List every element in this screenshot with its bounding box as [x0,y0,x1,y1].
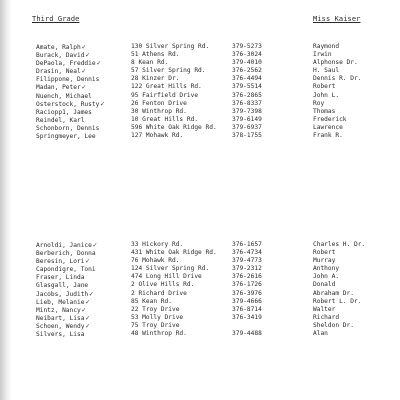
student-address: 2 Olive Hills Rd. [131,281,195,289]
parent-name: Walter [313,305,336,313]
parent-name: John A. [313,273,340,281]
student-name-text: Drasin, Neal [36,68,81,76]
check-mark: ✓ [85,297,90,306]
student-row [0,298,400,306]
parent-name: Alan [313,330,328,338]
student-row [0,132,400,140]
student-address: 75 Troy Drive [131,321,180,329]
student-name-text: Schoen, Wendy [36,322,85,330]
student-phone: 379-7398 [232,107,262,115]
student-row [0,108,400,116]
parent-name: Irwin [313,51,332,59]
student-row [0,43,400,51]
student-phone: 379-6149 [232,115,262,123]
parent-name: Abraham Dr. [313,289,354,297]
check-mark: ✓ [85,321,90,330]
student-name [36,132,97,141]
student-address: 8 Kean Rd. [131,59,169,67]
grade-heading: Third Grade [32,15,80,23]
student-phone: 379-4488 [232,330,262,338]
student-phone: 379-4773 [232,257,262,265]
student-phone: 379-2312 [232,265,262,273]
student-name-text: Capondigre, Toni [36,266,96,274]
student-address: 2 Richard Drive [131,289,187,297]
student-address: 596 White Oak Ridge Rd. [131,123,217,131]
student-name-text: Raciopp1, James [36,108,92,116]
parent-name: Frederick [313,115,347,123]
student-phone: 376-3419 [232,313,262,321]
parent-name: Sheldon Dr. [313,321,354,329]
student-name-text: Berberich, Donna [36,250,96,258]
student-address: 85 Kean Rd. [131,297,172,305]
student-address: 51 Athens Rd. [131,51,180,59]
student-address: 57 Silver Spring Rd. [131,67,206,75]
student-name-text: Beresin, Lori [36,258,85,266]
check-mark: ✓ [85,51,90,60]
parent-name: Anthony [313,265,340,273]
parent-name: Robert [313,249,336,257]
check-mark: ✓ [96,59,101,68]
check-mark: ✓ [89,289,94,298]
student-address: 28 Kinzer Dr. [131,75,180,83]
student-name-text: Nuench, Michael [36,92,92,100]
student-row [0,249,400,257]
student-address: 95 Fairfield Drive [131,91,199,99]
parent-name: Robert L. Dr. [313,297,362,305]
student-row [0,51,400,59]
student-phone: 376-3024 [232,51,262,59]
student-address: 53 Molly Drive [131,313,184,321]
student-phone: 379-5514 [232,83,262,91]
student-row [0,322,400,330]
parent-name: Charles H. Dr. [313,241,366,248]
student-row [0,241,400,249]
student-address: 122 Great Hills Rd. [131,83,202,91]
student-name-text: Glasgall, Jane [36,282,89,290]
class-list-group-1 [0,43,400,140]
student-name-text: Reindel, Karl [36,116,85,124]
student-phone: 376-2562 [232,67,262,75]
parent-name: Alphonse Dr. [313,59,358,67]
student-name-text: Amate, Ralph [36,44,81,51]
parent-name: Donald [313,281,336,289]
parent-name: Raymond [313,43,340,50]
student-address: 26 Fenton Drive [131,99,187,107]
parent-name: H. Saul [313,67,340,75]
student-phone: 379-4010 [232,59,262,67]
student-row [0,100,400,108]
student-row [0,281,400,289]
check-mark: ✓ [85,313,90,322]
student-row [0,67,400,75]
student-row [0,257,400,265]
student-address: 22 Troy Drive [131,305,180,313]
student-address: 130 Silver Spring Rd. [131,43,210,50]
student-phone: 376-4734 [232,249,262,257]
parent-name: Murray [313,257,336,265]
student-address: 76 Mohawk Rd. [131,257,180,265]
student-phone: 376-3976 [232,289,262,297]
class-list-group-2 [0,241,400,338]
parent-name: Thomas [313,107,336,115]
student-name-text: Jacobs, Judith [36,290,89,298]
parent-name: Frank R. [313,132,343,140]
student-name-text: Fraser, Linda [36,274,85,282]
student-phone: 379-6937 [232,123,262,131]
student-phone: 376-8337 [232,99,262,107]
check-mark: ✓ [81,67,86,76]
student-phone: 376-8714 [232,305,262,313]
student-address: 431 White Oak Ridge Rd. [131,249,217,257]
student-address: 10 Great Hills Rd. [131,115,199,123]
parent-name: Dennis R. Dr. [313,75,362,83]
student-address: 127 Mohawk Rd. [131,132,184,140]
check-mark: ✓ [100,99,105,108]
student-address: 48 Winthrop Rd. [131,330,187,338]
student-row [0,92,400,100]
student-phone: 379-4666 [232,297,262,305]
student-phone: 376-2616 [232,273,262,281]
student-address: 30 Winthrop Rd. [131,107,187,115]
student-name-text: Springmeyer, Lee [36,133,96,141]
student-address: 124 Silver Spring Rd. [131,265,210,273]
student-name-text: Madan, Peter [36,84,81,92]
student-name [36,330,85,339]
check-mark: ✓ [81,43,86,51]
student-address: 474 Long Hill Drive [131,273,202,281]
student-row [0,306,400,314]
parent-name: Lawrence [313,123,343,131]
parent-name: Richard [313,313,340,321]
parent-name: Roy [313,99,325,107]
student-row [0,75,400,83]
student-name-text: Schonborn, Dennis [36,124,100,132]
check-mark: ✓ [92,241,98,249]
teacher-heading: Miss Kaiser [313,15,361,23]
student-name-text: Mintz, Nancy [36,306,81,314]
student-row [0,265,400,273]
check-mark: ✓ [85,257,90,266]
student-name-text: Lieb, Melanie [36,298,85,306]
student-phone: 376-1657 [232,241,262,248]
parent-name: John L. [313,91,340,99]
student-row [0,314,400,322]
student-name-text: Filippone, Dennis [36,76,100,84]
student-row [0,59,400,67]
student-phone: 378-1755 [232,132,262,140]
student-name-text: Neibart, Lisa [36,314,85,322]
student-name-text: Arnoldi, Janice [36,242,92,249]
student-phone: 376-4494 [232,75,262,83]
student-name-text: DePaola, Freddie [36,60,96,68]
student-row [0,290,400,298]
parent-name: Robert [313,83,336,91]
student-address: 33 Hickory Rd. [131,241,184,248]
student-phone: 376-2865 [232,91,262,99]
student-row [0,273,400,281]
check-mark: ✓ [81,305,86,314]
student-row [0,116,400,124]
student-name-text: Burack, David [36,52,85,60]
student-name-text: Silvers, Lisa [36,331,85,339]
student-phone: 379-5273 [232,43,262,50]
check-mark: ✓ [81,83,86,92]
student-row [0,124,400,132]
student-phone: 376-1726 [232,281,262,289]
student-row [0,83,400,91]
student-row [0,330,400,338]
student-name-text: Osterstock, Rusty [36,100,100,108]
